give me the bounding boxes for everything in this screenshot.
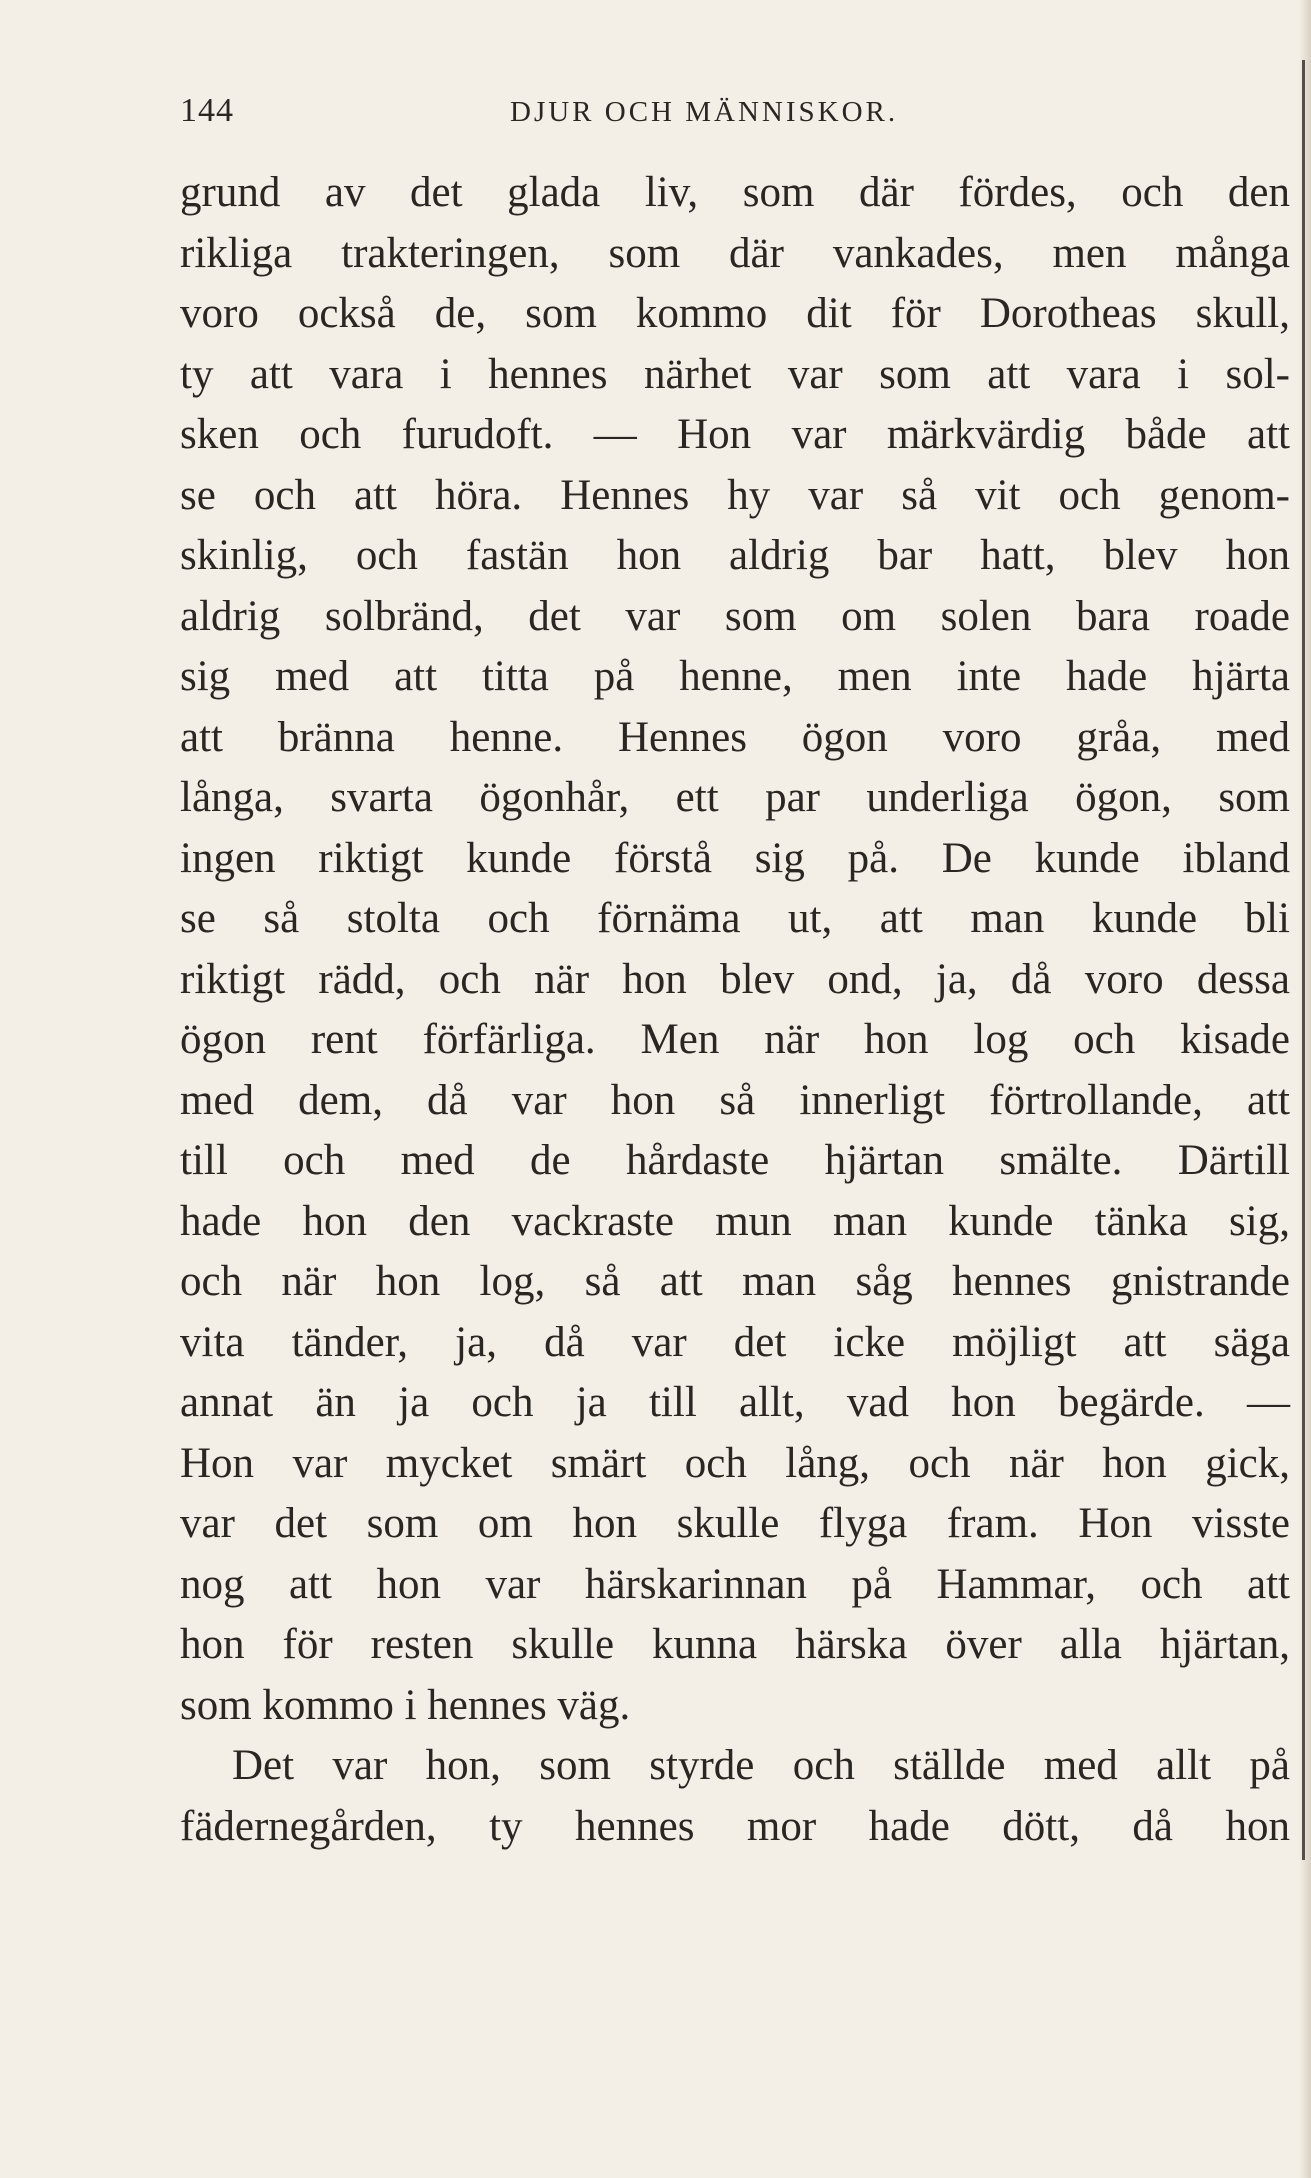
text-line: se och att höra. Hennes hy var så vit och genom-: [180, 471, 1290, 519]
text-line: hade hon den vackraste mun man kunde tänka sig,: [180, 1197, 1290, 1245]
text-line: att bränna henne. Hennes ögon voro gråa, med: [180, 713, 1290, 761]
paragraph-start-line: Det var hon, som styrde och ställde med allt på: [232, 1742, 1290, 1789]
text-line: ögon rent förfärliga. Men när hon log och kisade: [180, 1016, 1290, 1063]
text-line: fädernegården, ty hennes mor hade dött, då hon: [180, 1802, 1290, 1850]
body-text: [180, 163, 1290, 1857]
text-line: vita tänder, ja, då var det icke möjligt att säga: [180, 1318, 1290, 1366]
running-head: DJUR OCH MÄNNISKOR.: [510, 96, 899, 128]
text-line: se så stolta och förnäma ut, att man kunde bli: [180, 895, 1290, 942]
text-line: med dem, då var hon så innerligt förtrollande, att: [180, 1076, 1290, 1124]
text-line: till och med de hårdaste hjärtan smälte. Därtill: [180, 1137, 1290, 1184]
text-line: skinlig, och fastän hon aldrig bar hatt, blev hon: [180, 532, 1290, 579]
text-line: aldrig solbränd, det var som om solen bara roade: [180, 592, 1290, 640]
text-line: grund av det glada liv, som där fördes, och den: [180, 169, 1290, 216]
text-line: voro också de, som kommo dit för Dorotheas skull,: [180, 290, 1290, 337]
text-line: Hon var mycket smärt och lång, och när hon gick,: [180, 1439, 1290, 1487]
text-line: annat än ja och ja till allt, vad hon begärde. —: [180, 1379, 1290, 1426]
text-line: långa, svarta ögonhår, ett par underliga ögon, som: [180, 774, 1290, 821]
text-line: hon för resten skulle kunna härska över alla hjärtan,: [180, 1621, 1290, 1668]
page-edge-shadow: [1299, 0, 1311, 2178]
page-edge-line: [1302, 60, 1305, 1860]
text-line: rikliga trakteringen, som där vankades, men många: [180, 229, 1290, 277]
text-line: sken och furudoft. — Hon var märkvärdig både att: [180, 411, 1290, 458]
text-line: sig med att titta på henne, men inte hade hjärta: [180, 653, 1290, 700]
text-line: var det som om hon skulle flyga fram. Hon visste: [180, 1500, 1290, 1547]
paragraph-end-line: som kommo i hennes väg.: [180, 1681, 631, 1729]
page-number: 144: [180, 92, 234, 129]
text-line: och när hon log, så att man såg hennes gnistrande: [180, 1258, 1290, 1305]
text-line: ingen riktigt kunde förstå sig på. De kunde ibland: [180, 834, 1290, 882]
text-line: ty att vara i hennes närhet var som att vara i sol-: [180, 350, 1290, 398]
text-line: nog att hon var härskarinnan på Hammar, och att: [180, 1560, 1290, 1608]
text-line: riktigt rädd, och när hon blev ond, ja, då voro dessa: [180, 955, 1290, 1003]
page-header: [180, 92, 1290, 142]
